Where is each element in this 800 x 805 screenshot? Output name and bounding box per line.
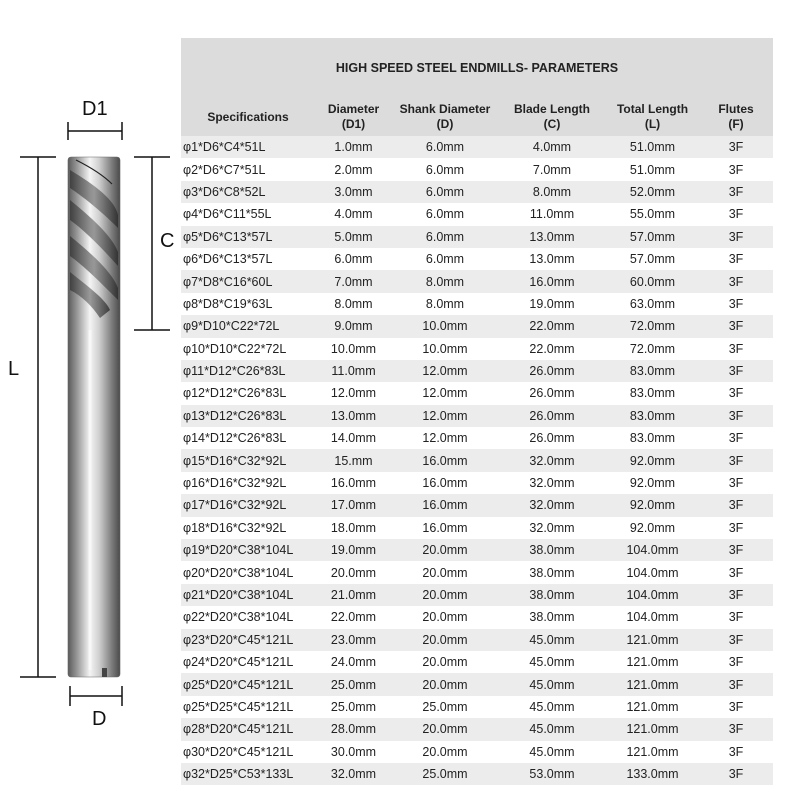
header-specifications: Specifications bbox=[181, 98, 315, 136]
table-row bbox=[181, 382, 773, 404]
cell-specification: φ24*D20*C45*121L bbox=[181, 651, 315, 673]
cell-total-length: 52.0mm bbox=[606, 181, 699, 203]
cell-shank-diameter: 20.0mm bbox=[392, 651, 498, 673]
cell-specification: φ3*D6*C8*52L bbox=[181, 181, 315, 203]
spec-table bbox=[181, 98, 773, 785]
table-row bbox=[181, 181, 773, 203]
cell-blade-length: 38.0mm bbox=[498, 561, 606, 583]
cell-diameter: 8.0mm bbox=[315, 293, 392, 315]
cell-specification: φ20*D20*C38*104L bbox=[181, 561, 315, 583]
cell-diameter: 2.0mm bbox=[315, 158, 392, 180]
cell-flutes: 3F bbox=[699, 561, 773, 583]
table-row bbox=[181, 539, 773, 561]
cell-shank-diameter: 10.0mm bbox=[392, 315, 498, 337]
cell-blade-length: 45.0mm bbox=[498, 741, 606, 763]
cell-blade-length: 26.0mm bbox=[498, 405, 606, 427]
cell-diameter: 16.0mm bbox=[315, 472, 392, 494]
cell-blade-length: 32.0mm bbox=[498, 449, 606, 471]
cell-diameter: 23.0mm bbox=[315, 629, 392, 651]
cell-specification: φ18*D16*C32*92L bbox=[181, 517, 315, 539]
cell-diameter: 5.0mm bbox=[315, 226, 392, 248]
cell-total-length: 51.0mm bbox=[606, 158, 699, 180]
cell-total-length: 63.0mm bbox=[606, 293, 699, 315]
cell-specification: φ28*D20*C45*121L bbox=[181, 718, 315, 740]
cell-shank-diameter: 20.0mm bbox=[392, 718, 498, 740]
cell-specification: φ30*D20*C45*121L bbox=[181, 741, 315, 763]
cell-specification: φ8*D8*C19*63L bbox=[181, 293, 315, 315]
cell-shank-diameter: 10.0mm bbox=[392, 338, 498, 360]
cell-shank-diameter: 20.0mm bbox=[392, 539, 498, 561]
cell-flutes: 3F bbox=[699, 293, 773, 315]
cell-shank-diameter: 20.0mm bbox=[392, 673, 498, 695]
table-row bbox=[181, 427, 773, 449]
table-row bbox=[181, 629, 773, 651]
table-row bbox=[181, 718, 773, 740]
endmill-diagram bbox=[0, 0, 180, 800]
cell-flutes: 3F bbox=[699, 606, 773, 628]
cell-specification: φ21*D20*C38*104L bbox=[181, 584, 315, 606]
cell-shank-diameter: 6.0mm bbox=[392, 248, 498, 270]
cell-blade-length: 16.0mm bbox=[498, 270, 606, 292]
cell-diameter: 10.0mm bbox=[315, 338, 392, 360]
cell-flutes: 3F bbox=[699, 629, 773, 651]
table-header bbox=[181, 98, 773, 136]
cell-blade-length: 26.0mm bbox=[498, 427, 606, 449]
table-row bbox=[181, 158, 773, 180]
table-row bbox=[181, 338, 773, 360]
cell-diameter: 14.0mm bbox=[315, 427, 392, 449]
cell-shank-diameter: 12.0mm bbox=[392, 427, 498, 449]
cell-flutes: 3F bbox=[699, 338, 773, 360]
cell-total-length: 72.0mm bbox=[606, 338, 699, 360]
table-row bbox=[181, 248, 773, 270]
cell-diameter: 30.0mm bbox=[315, 741, 392, 763]
cell-blade-length: 38.0mm bbox=[498, 584, 606, 606]
cell-flutes: 3F bbox=[699, 315, 773, 337]
cell-specification: φ5*D6*C13*57L bbox=[181, 226, 315, 248]
cell-blade-length: 45.0mm bbox=[498, 718, 606, 740]
cell-total-length: 104.0mm bbox=[606, 539, 699, 561]
endmill-tool bbox=[68, 157, 120, 677]
cell-flutes: 3F bbox=[699, 539, 773, 561]
cell-specification: φ7*D8*C16*60L bbox=[181, 270, 315, 292]
cell-shank-diameter: 16.0mm bbox=[392, 472, 498, 494]
cell-shank-diameter: 6.0mm bbox=[392, 158, 498, 180]
cell-total-length: 57.0mm bbox=[606, 226, 699, 248]
cell-diameter: 13.0mm bbox=[315, 405, 392, 427]
table-row bbox=[181, 584, 773, 606]
l-label: L bbox=[8, 358, 20, 380]
table-row bbox=[181, 449, 773, 471]
cell-specification: φ6*D6*C13*57L bbox=[181, 248, 315, 270]
cell-blade-length: 32.0mm bbox=[498, 517, 606, 539]
cell-blade-length: 38.0mm bbox=[498, 606, 606, 628]
cell-specification: φ32*D25*C53*133L bbox=[181, 763, 315, 785]
d-label: D bbox=[92, 708, 107, 730]
cell-total-length: 121.0mm bbox=[606, 629, 699, 651]
cell-blade-length: 26.0mm bbox=[498, 360, 606, 382]
cell-diameter: 28.0mm bbox=[315, 718, 392, 740]
cell-shank-diameter: 6.0mm bbox=[392, 181, 498, 203]
header-shank-diameter: Shank Diameter (D) bbox=[392, 98, 498, 136]
cell-blade-length: 45.0mm bbox=[498, 651, 606, 673]
cell-diameter: 18.0mm bbox=[315, 517, 392, 539]
cell-shank-diameter: 20.0mm bbox=[392, 741, 498, 763]
cell-total-length: 104.0mm bbox=[606, 561, 699, 583]
cell-shank-diameter: 20.0mm bbox=[392, 561, 498, 583]
cell-flutes: 3F bbox=[699, 449, 773, 471]
cell-flutes: 3F bbox=[699, 270, 773, 292]
cell-specification: φ25*D25*C45*121L bbox=[181, 696, 315, 718]
cell-blade-length: 19.0mm bbox=[498, 293, 606, 315]
cell-shank-diameter: 8.0mm bbox=[392, 293, 498, 315]
cell-shank-diameter: 25.0mm bbox=[392, 696, 498, 718]
table-body bbox=[181, 136, 773, 785]
cell-shank-diameter: 6.0mm bbox=[392, 203, 498, 225]
cell-flutes: 3F bbox=[699, 136, 773, 158]
cell-total-length: 60.0mm bbox=[606, 270, 699, 292]
cell-blade-length: 32.0mm bbox=[498, 494, 606, 516]
table-row bbox=[181, 136, 773, 158]
cell-diameter: 17.0mm bbox=[315, 494, 392, 516]
cell-specification: φ9*D10*C22*72L bbox=[181, 315, 315, 337]
cell-flutes: 3F bbox=[699, 181, 773, 203]
cell-total-length: 83.0mm bbox=[606, 405, 699, 427]
cell-flutes: 3F bbox=[699, 472, 773, 494]
d1-label: D1 bbox=[82, 98, 108, 120]
c-label: C bbox=[160, 230, 175, 252]
cell-total-length: 51.0mm bbox=[606, 136, 699, 158]
cell-specification: φ1*D6*C4*51L bbox=[181, 136, 315, 158]
cell-shank-diameter: 6.0mm bbox=[392, 226, 498, 248]
table-row bbox=[181, 270, 773, 292]
cell-blade-length: 45.0mm bbox=[498, 629, 606, 651]
cell-total-length: 92.0mm bbox=[606, 517, 699, 539]
cell-shank-diameter: 20.0mm bbox=[392, 584, 498, 606]
cell-flutes: 3F bbox=[699, 763, 773, 785]
l-dimension-marker bbox=[20, 157, 56, 677]
cell-diameter: 25.0mm bbox=[315, 673, 392, 695]
cell-flutes: 3F bbox=[699, 226, 773, 248]
cell-shank-diameter: 12.0mm bbox=[392, 382, 498, 404]
table-row bbox=[181, 696, 773, 718]
cell-total-length: 83.0mm bbox=[606, 427, 699, 449]
cell-flutes: 3F bbox=[699, 673, 773, 695]
cell-flutes: 3F bbox=[699, 741, 773, 763]
table-row bbox=[181, 203, 773, 225]
cell-diameter: 9.0mm bbox=[315, 315, 392, 337]
cell-flutes: 3F bbox=[699, 405, 773, 427]
cell-specification: φ10*D10*C22*72L bbox=[181, 338, 315, 360]
cell-total-length: 133.0mm bbox=[606, 763, 699, 785]
table-row bbox=[181, 494, 773, 516]
table-row bbox=[181, 226, 773, 248]
cell-flutes: 3F bbox=[699, 494, 773, 516]
cell-total-length: 121.0mm bbox=[606, 741, 699, 763]
cell-total-length: 92.0mm bbox=[606, 494, 699, 516]
header-flutes: Flutes (F) bbox=[699, 98, 773, 136]
cell-specification: φ2*D6*C7*51L bbox=[181, 158, 315, 180]
cell-flutes: 3F bbox=[699, 584, 773, 606]
cell-diameter: 11.0mm bbox=[315, 360, 392, 382]
cell-shank-diameter: 12.0mm bbox=[392, 360, 498, 382]
cell-shank-diameter: 8.0mm bbox=[392, 270, 498, 292]
parameters-table bbox=[181, 38, 773, 785]
cell-blade-length: 45.0mm bbox=[498, 673, 606, 695]
cell-total-length: 83.0mm bbox=[606, 382, 699, 404]
table-row bbox=[181, 673, 773, 695]
cell-diameter: 25.0mm bbox=[315, 696, 392, 718]
cell-diameter: 3.0mm bbox=[315, 181, 392, 203]
cell-shank-diameter: 16.0mm bbox=[392, 449, 498, 471]
cell-flutes: 3F bbox=[699, 427, 773, 449]
cell-diameter: 6.0mm bbox=[315, 248, 392, 270]
cell-specification: φ12*D12*C26*83L bbox=[181, 382, 315, 404]
cell-shank-diameter: 20.0mm bbox=[392, 606, 498, 628]
cell-total-length: 121.0mm bbox=[606, 651, 699, 673]
cell-shank-diameter: 16.0mm bbox=[392, 494, 498, 516]
cell-specification: φ17*D16*C32*92L bbox=[181, 494, 315, 516]
cell-shank-diameter: 25.0mm bbox=[392, 763, 498, 785]
cell-specification: φ16*D16*C32*92L bbox=[181, 472, 315, 494]
table-row bbox=[181, 517, 773, 539]
table-row bbox=[181, 561, 773, 583]
cell-flutes: 3F bbox=[699, 360, 773, 382]
cell-blade-length: 26.0mm bbox=[498, 382, 606, 404]
cell-total-length: 104.0mm bbox=[606, 584, 699, 606]
cell-flutes: 3F bbox=[699, 203, 773, 225]
d-dimension-marker bbox=[70, 686, 122, 706]
cell-specification: φ22*D20*C38*104L bbox=[181, 606, 315, 628]
cell-blade-length: 11.0mm bbox=[498, 203, 606, 225]
cell-shank-diameter: 16.0mm bbox=[392, 517, 498, 539]
cell-diameter: 24.0mm bbox=[315, 651, 392, 673]
cell-total-length: 57.0mm bbox=[606, 248, 699, 270]
table-row bbox=[181, 472, 773, 494]
cell-flutes: 3F bbox=[699, 517, 773, 539]
table-row bbox=[181, 741, 773, 763]
cell-total-length: 121.0mm bbox=[606, 718, 699, 740]
cell-blade-length: 13.0mm bbox=[498, 226, 606, 248]
cell-shank-diameter: 12.0mm bbox=[392, 405, 498, 427]
cell-diameter: 12.0mm bbox=[315, 382, 392, 404]
table-row bbox=[181, 293, 773, 315]
header-diameter: Diameter (D1) bbox=[315, 98, 392, 136]
cell-blade-length: 53.0mm bbox=[498, 763, 606, 785]
cell-total-length: 104.0mm bbox=[606, 606, 699, 628]
cell-total-length: 55.0mm bbox=[606, 203, 699, 225]
cell-diameter: 15.mm bbox=[315, 449, 392, 471]
header-blade-length: Blade Length (C) bbox=[498, 98, 606, 136]
cell-blade-length: 45.0mm bbox=[498, 696, 606, 718]
cell-blade-length: 7.0mm bbox=[498, 158, 606, 180]
cell-diameter: 7.0mm bbox=[315, 270, 392, 292]
header-row bbox=[181, 98, 773, 136]
cell-flutes: 3F bbox=[699, 718, 773, 740]
table-title: HIGH SPEED STEEL ENDMILLS- PARAMETERS bbox=[181, 38, 773, 98]
cell-total-length: 92.0mm bbox=[606, 449, 699, 471]
table-row bbox=[181, 315, 773, 337]
cell-blade-length: 8.0mm bbox=[498, 181, 606, 203]
cell-specification: φ25*D20*C45*121L bbox=[181, 673, 315, 695]
cell-blade-length: 22.0mm bbox=[498, 315, 606, 337]
cell-shank-diameter: 6.0mm bbox=[392, 136, 498, 158]
cell-diameter: 19.0mm bbox=[315, 539, 392, 561]
cell-specification: φ4*D6*C11*55L bbox=[181, 203, 315, 225]
table-row bbox=[181, 651, 773, 673]
cell-total-length: 92.0mm bbox=[606, 472, 699, 494]
cell-diameter: 21.0mm bbox=[315, 584, 392, 606]
cell-diameter: 1.0mm bbox=[315, 136, 392, 158]
cell-flutes: 3F bbox=[699, 696, 773, 718]
cell-specification: φ19*D20*C38*104L bbox=[181, 539, 315, 561]
cell-flutes: 3F bbox=[699, 382, 773, 404]
cell-diameter: 32.0mm bbox=[315, 763, 392, 785]
cell-blade-length: 32.0mm bbox=[498, 472, 606, 494]
cell-blade-length: 13.0mm bbox=[498, 248, 606, 270]
cell-shank-diameter: 20.0mm bbox=[392, 629, 498, 651]
cell-diameter: 22.0mm bbox=[315, 606, 392, 628]
cell-blade-length: 38.0mm bbox=[498, 539, 606, 561]
cell-specification: φ14*D12*C26*83L bbox=[181, 427, 315, 449]
cell-blade-length: 22.0mm bbox=[498, 338, 606, 360]
cell-specification: φ13*D12*C26*83L bbox=[181, 405, 315, 427]
table-row bbox=[181, 360, 773, 382]
cell-diameter: 4.0mm bbox=[315, 203, 392, 225]
header-total-length: Total Length (L) bbox=[606, 98, 699, 136]
cell-blade-length: 4.0mm bbox=[498, 136, 606, 158]
cell-specification: φ11*D12*C26*83L bbox=[181, 360, 315, 382]
cell-total-length: 121.0mm bbox=[606, 673, 699, 695]
cell-flutes: 3F bbox=[699, 158, 773, 180]
cell-specification: φ23*D20*C45*121L bbox=[181, 629, 315, 651]
cell-diameter: 20.0mm bbox=[315, 561, 392, 583]
cell-total-length: 83.0mm bbox=[606, 360, 699, 382]
table-row bbox=[181, 405, 773, 427]
d1-dimension-marker bbox=[68, 122, 122, 140]
cell-total-length: 72.0mm bbox=[606, 315, 699, 337]
cell-flutes: 3F bbox=[699, 248, 773, 270]
table-row bbox=[181, 606, 773, 628]
cell-specification: φ15*D16*C32*92L bbox=[181, 449, 315, 471]
cell-total-length: 121.0mm bbox=[606, 696, 699, 718]
cell-flutes: 3F bbox=[699, 651, 773, 673]
table-row bbox=[181, 763, 773, 785]
